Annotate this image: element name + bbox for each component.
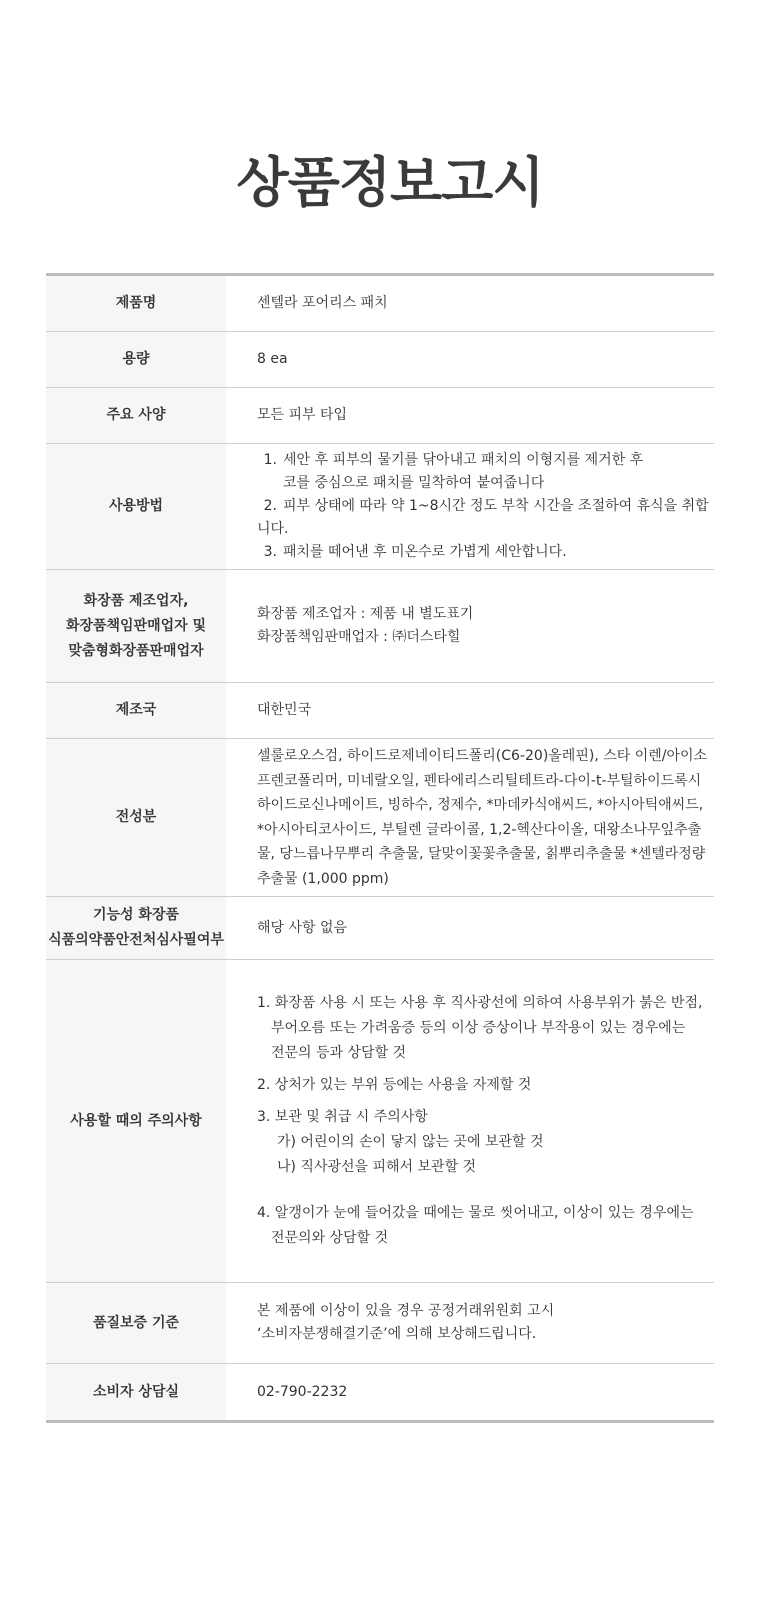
row-quality [46,1283,714,1364]
usage-step [257,449,714,472]
phone-number: 02-790-2232 [257,1383,348,1400]
row-label: 용량 [46,332,226,387]
row-manufacturer [46,570,714,683]
row-value: 해당 사항 없음 [257,919,348,936]
label-line: 화장품책임판매업자 및 [65,617,207,634]
step-number: 2. [263,498,277,514]
row-label: 제품명 [46,276,226,331]
step-text: 세안 후 피부의 물기를 닦아내고 패치의 이형지를 제거한 후 [283,452,644,468]
caution-item [257,1201,714,1251]
row-label: 소비자 상담실 [46,1364,226,1420]
value-line: 화장품 제조업자 : 제품 내 별도표기 [257,606,474,622]
usage-step [257,541,714,564]
label-line: 맞춤형화장품판매업자 [68,642,204,659]
row-label: 사용할 때의 주의사항 [46,960,226,1282]
step-number: 1. [263,452,277,468]
row-country [46,683,714,739]
row-value [226,570,714,682]
caution-list [226,960,714,1282]
label-line: 식품의약품안전처심사필여부 [48,932,224,948]
row-value [226,1283,714,1363]
product-info-table [46,273,714,1423]
value-line: 화장품책임판매업자 : ㈜더스타힐 [257,629,461,645]
caution-line: 가) 어린이의 손이 닿지 않는 곳에 보관할 것 [277,1134,544,1150]
row-spec [46,388,714,444]
row-label: 사용방법 [46,444,226,569]
step-number: 3. [263,544,277,560]
caution-item [257,1073,714,1098]
value-line: 본 제품에 이상이 있을 경우 공정거래위원회 고시 [257,1303,555,1319]
value-line: ‘소비자분쟁해결기준’에 의해 보상해드립니다. [257,1326,537,1342]
ingredients-text: 셀룰로오스검, 하이드로제네이티드폴리(C6-20)올레핀), 스타 이렌/아이소프렌코폴리머, 미네랄오일, 펜타에리스리틸테트라-다이-t-부틸하이드록시하이드로신나메이트, 빙하수, 정제수, *마데카식애씨드, *아시아틱애씨드, *아시아티코사이드, 부틸렌 글라이콜, 1,2-헥산다이올, 대왕소나무잎추출물, 당느릅나무뿌리 추출물, 달맞이꽃꽃추출물, 칡뿌리추출물 *센텔라정량추출물 (1,000 ppm) [257,748,708,887]
usage-step-continued: 코를 중심으로 패치를 밀착하여 붙여줍니다 [283,475,545,491]
caution-line: 1. 화장품 사용 시 또는 사용 후 직사광선에 의하여 사용부위가 붉은 반점, [257,995,703,1011]
step-text: 패치를 떼어낸 후 미온수로 가볍게 세안합니다. [283,544,567,560]
row-ingredients [46,739,714,897]
row-label: 제조국 [46,683,226,738]
usage-step [257,495,714,541]
row-value: 모든 피부 타입 [257,407,348,423]
row-label [46,570,226,682]
caution-item [257,1105,714,1180]
row-label: 전성분 [46,739,226,896]
row-value: 8 ea [257,351,288,367]
usage-list [226,444,714,569]
row-contact [46,1364,714,1420]
label-line: 기능성 화장품 [92,907,180,923]
caution-line: 부어오름 또는 가려움증 등의 이상 증상이나 부작용이 있는 경우에는 [271,1020,686,1036]
row-product-name [46,276,714,332]
caution-line: 전문의 등과 상담할 것 [271,1045,407,1061]
caution-line: 나) 직사광선을 피해서 보관할 것 [277,1159,477,1175]
caution-line: 2. 상처가 있는 부위 등에는 사용을 자제할 것 [257,1077,532,1093]
row-value: 대한민국 [257,702,312,718]
page-title: 상품정보고시 [236,151,544,214]
row-usage [46,444,714,570]
caution-line: 3. 보관 및 취급 시 주의사항 [257,1109,428,1125]
caution-line: 전문의와 상담할 것 [271,1230,389,1246]
row-volume [46,332,714,388]
step-text: 피부 상태에 따라 약 1~8시간 정도 부착 시간을 조절하여 휴식을 취합니다. [257,498,709,537]
caution-line: 4. 알갱이가 눈에 들어갔을 때에는 물로 씻어내고, 이상이 있는 경우에는 [257,1205,694,1221]
row-label [46,897,226,959]
row-caution [46,960,714,1283]
row-label: 품질보증 기준 [46,1283,226,1363]
row-functional [46,897,714,960]
caution-item [257,991,714,1066]
row-label: 주요 사양 [46,388,226,443]
label-line: 화장품 제조업자, [83,592,189,609]
row-value: 센텔라 포어리스 패치 [257,295,388,311]
